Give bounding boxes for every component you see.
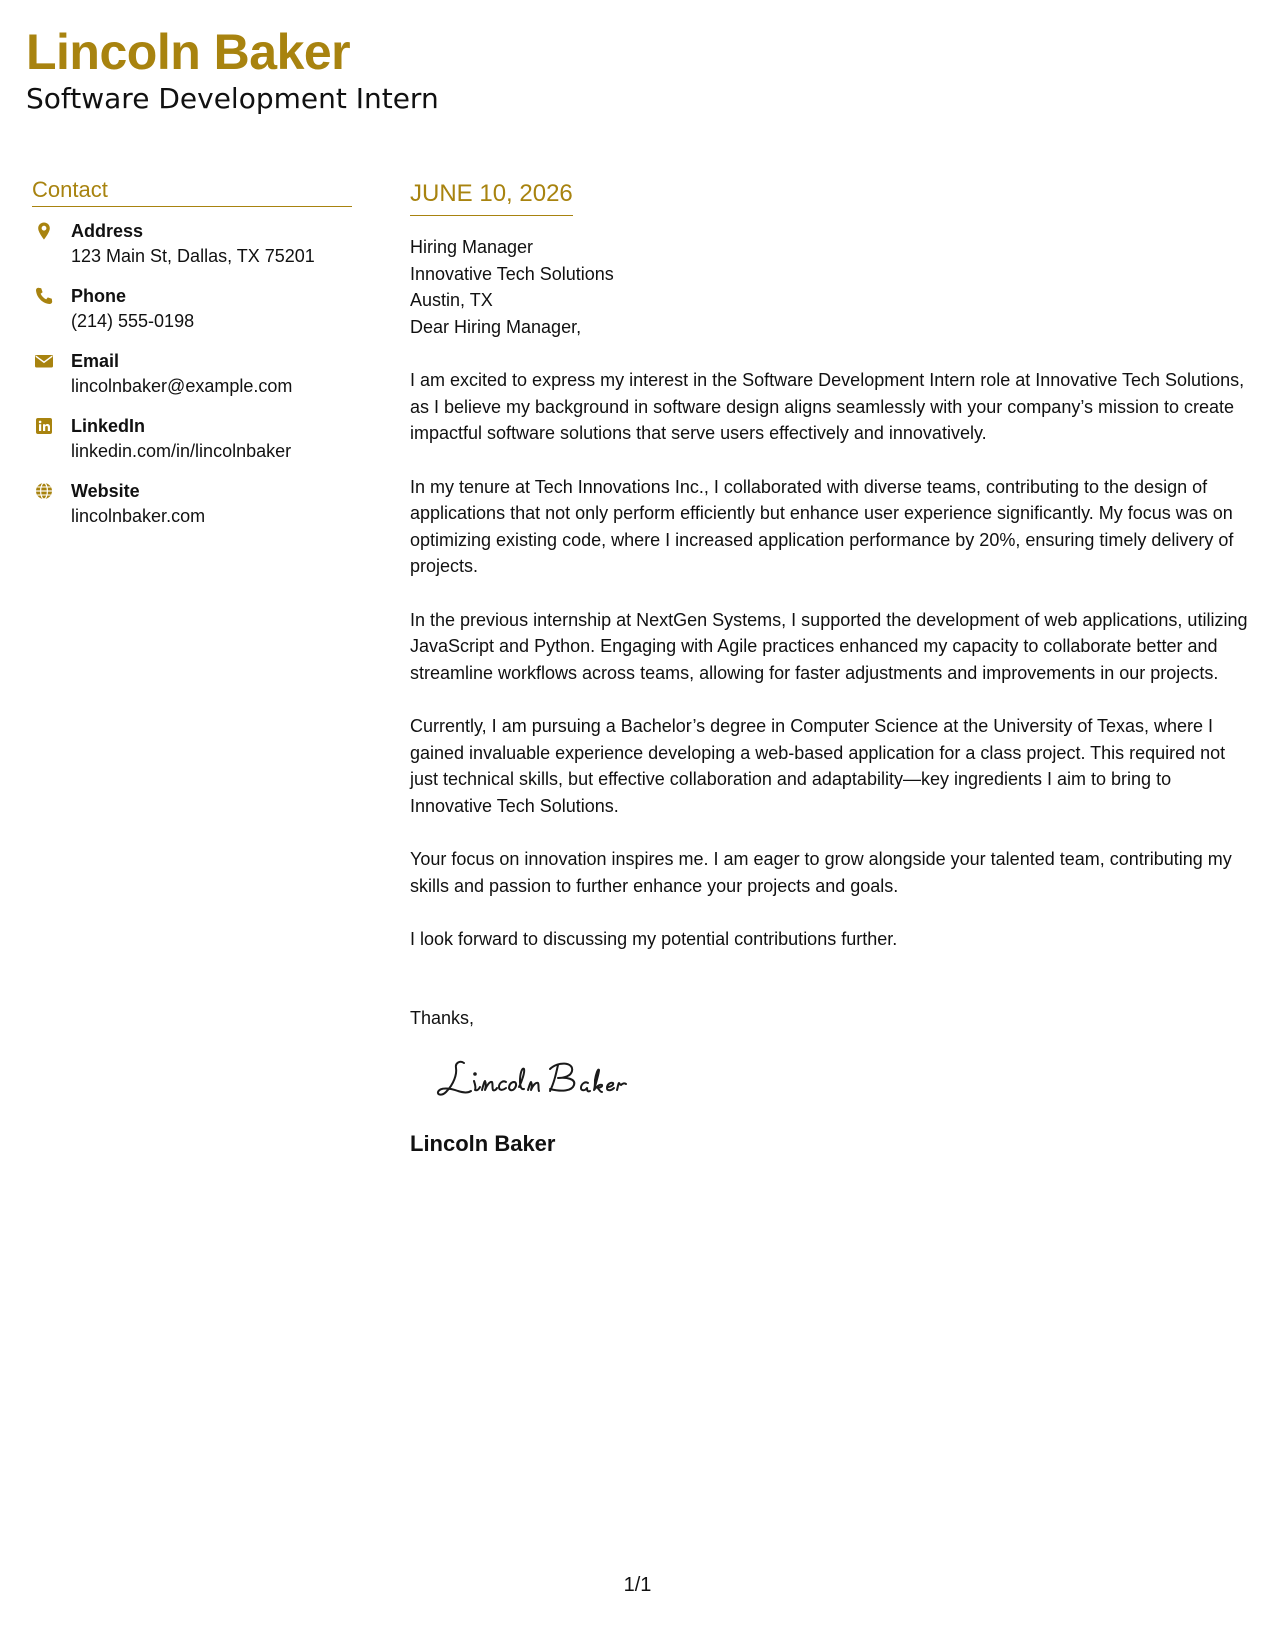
- contact-label: Website: [71, 481, 140, 501]
- contact-label: Email: [71, 351, 120, 371]
- contact-list: [32, 219, 352, 529]
- map-pin-icon: [34, 221, 54, 241]
- letter-paragraph: In my tenure at Tech Innovations Inc., I collaborated with diverse teams, contributing to the design of applications that not only perform efficiently but enhance user experience significantly. My focus was on optimizing existing code, where I increased application performance by 20%, ensuring timely delivery of projects.: [410, 476, 1234, 576]
- phone-icon: [34, 286, 54, 306]
- contact-value: linkedin.com/in/lincolnbaker: [71, 441, 292, 461]
- letter-body: [410, 178, 1252, 1158]
- letter-date: JUNE 10, 2026: [410, 178, 573, 216]
- handwritten-signature: [434, 1049, 664, 1109]
- contact-sidebar: [32, 176, 352, 544]
- recipient-line: Hiring Manager: [410, 237, 534, 257]
- applicant-role: Software Development Intern: [26, 82, 439, 115]
- closing: Thanks,: [410, 1007, 475, 1028]
- contact-value: lincolnbaker@example.com: [71, 376, 293, 396]
- contact-item-address: [32, 219, 352, 269]
- recipient-block: [410, 234, 1252, 314]
- letter-paragraph: Currently, I am pursuing a Bachelor’s degree in Computer Science at the University of Texas, where I gained invaluable experience developing a web-based application for a class project. This required not just technical skills, but effective collaboration and adaptability—key ingredients I aim to bring to Innovative Tech Solutions.: [410, 716, 1226, 816]
- signer-name: Lincoln Baker: [410, 1130, 556, 1156]
- recipient-line: Innovative Tech Solutions: [410, 263, 614, 284]
- letter-paragraph: I am excited to express my interest in the Software Development Intern role at Innovative Tech Solutions, as I believe my background in software design aligns seamlessly with your company’s mission to create impactful software solutions that serve users effectively and innovatively.: [410, 370, 1245, 443]
- linkedin-icon: [34, 416, 54, 436]
- recipient-line: Austin, TX: [410, 290, 493, 310]
- contact-value: (214) 555-0198: [71, 311, 195, 331]
- letter-paragraph: I look forward to discussing my potential contributions further.: [410, 929, 898, 949]
- letter-paragraph: Your focus on innovation inspires me. I am eager to grow alongside your talented team, contributing my skills and passion to further enhance your projects and goals.: [410, 849, 1232, 896]
- contact-item-email: [32, 349, 352, 399]
- page-number: 1/1: [623, 1574, 652, 1596]
- contact-item-linkedin: [32, 414, 352, 464]
- applicant-name: Lincoln Baker: [26, 24, 351, 80]
- salutation: Dear Hiring Manager,: [410, 316, 582, 337]
- contact-label: Phone: [71, 286, 127, 306]
- contact-label: LinkedIn: [71, 416, 146, 436]
- globe-icon: [34, 481, 54, 501]
- contact-label: Address: [71, 221, 144, 241]
- contact-value: 123 Main St, Dallas, TX 75201: [71, 246, 315, 266]
- letter-header: [26, 22, 439, 116]
- envelope-icon: [34, 351, 54, 371]
- contact-item-phone: [32, 284, 352, 334]
- contact-value: lincolnbaker.com: [71, 506, 206, 526]
- contact-item-website: [32, 479, 352, 529]
- contact-heading: Contact: [32, 176, 352, 207]
- letter-paragraph: In the previous internship at NextGen Systems, I supported the development of web applications, utilizing JavaScript and Python. Engaging with Agile practices enhanced my capacity to collaborate better and streamline workflows across teams, allowing for faster adjustments and improvements in our projects.: [410, 609, 1248, 683]
